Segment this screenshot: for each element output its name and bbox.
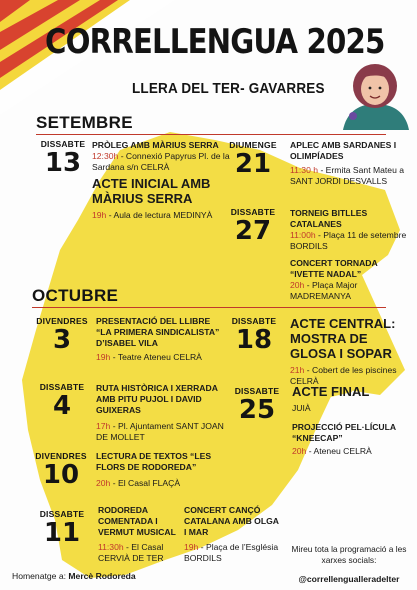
event-title: PRÒLEG AMB MÀRIUS SERRA <box>92 140 219 150</box>
month-divider <box>36 134 386 135</box>
event-place: - Ermita Sant Mateu a SANT JORDI DESVALLS <box>290 165 405 186</box>
social-text: Mireu tota la programació a les xarxes socials: <box>291 544 407 565</box>
event-title: TORNEIG BITLLES CATALANES <box>290 208 368 229</box>
event-details <box>96 316 228 363</box>
poster-subtitle: LLERA DEL TER- GAVARRES <box>132 80 325 97</box>
event-title: CONCERT TORNADA “IVETTE NADAL” <box>290 258 378 279</box>
event-details <box>184 505 280 564</box>
event-title: ACTE FINAL <box>292 384 370 399</box>
event-date <box>226 140 280 178</box>
event-time: 20h <box>96 478 111 488</box>
poster-title: CORRELLENGUA 2025 <box>45 22 385 62</box>
day-number: 4 <box>52 391 72 421</box>
event-time: 19h <box>96 352 111 362</box>
event-date <box>32 451 90 489</box>
event-place: - Cobert de les piscines CELRÀ <box>290 365 397 386</box>
social-note <box>284 544 414 585</box>
month-divider <box>32 307 386 308</box>
event-time: 12:30h <box>92 151 119 161</box>
day-number: 27 <box>234 216 272 246</box>
event-place: - Plaça de l’Església BORDILS <box>184 542 279 563</box>
event-details <box>96 451 228 489</box>
event-details <box>290 140 408 187</box>
event-time: 21h <box>290 365 305 375</box>
tribute-label: Homenatge a: <box>12 571 66 581</box>
day-number: 3 <box>52 325 72 355</box>
event-time: 19h <box>184 542 199 552</box>
social-handle-link[interactable]: @correllengualleradelter <box>298 574 400 584</box>
weekday-label: DIUMENGE <box>229 140 277 150</box>
event-date <box>36 139 90 177</box>
tribute-name: Mercè Rodoreda <box>68 571 136 581</box>
weekday-label: DISSABTE <box>231 316 277 326</box>
event-place: - El Casal FLAÇÀ <box>112 478 181 488</box>
event-details <box>292 384 410 457</box>
weekday-label: DISSABTE <box>230 207 276 217</box>
event-title: CONCERT CANÇÓ CATALANA AMB OLGA I MAR <box>184 505 279 537</box>
weekday-label: DIVENDRES <box>36 316 88 326</box>
event-title: APLEC AMB SARDANES I OLIMPÍADES <box>290 140 397 161</box>
weekday-label: DISSABTE <box>39 382 85 392</box>
event-time: 11:00h <box>290 230 316 240</box>
event-details <box>290 208 408 302</box>
event-date <box>34 382 90 420</box>
event-title: PROJECCIÓ PEL·LÍCULA “KNEECAP” <box>292 422 396 443</box>
event-time: 20h <box>290 280 305 290</box>
event-title: PRESENTACIÓ DEL LLIBRE “LA PRIMERA SINDICALISTA” D’ISABEL VILA <box>96 316 220 348</box>
event-details <box>92 140 232 221</box>
day-number: 11 <box>43 518 81 548</box>
event-place: - Teatre Ateneu CELRÀ <box>112 352 202 362</box>
day-number: 18 <box>235 325 273 355</box>
event-place: - Plaça 11 de setembre BORDILS <box>290 230 407 251</box>
event-place: - Pl. Ajuntament SANT JOAN DE MOLLET <box>96 421 224 442</box>
month-heading-september: SETEMBRE <box>36 113 133 132</box>
event-date <box>228 386 286 424</box>
day-number: 25 <box>238 395 276 425</box>
event-place: - El Casal CERVIÀ DE TER <box>98 542 164 563</box>
event-date <box>226 207 280 245</box>
event-place: JUIÀ <box>292 403 311 413</box>
event-time: 20h <box>292 446 307 456</box>
weekday-label: DISSABTE <box>40 139 86 149</box>
event-date <box>34 509 90 547</box>
event-date <box>34 316 90 354</box>
event-title: RUTA HISTÒRICA I XERRADA AMB PITU PUJOL I DAVID GUIXERAS <box>96 383 218 415</box>
event-details <box>290 316 408 387</box>
event-title: LECTURA DE TEXTOS “LES FLORS DE RODOREDA” <box>96 451 212 472</box>
event-date <box>228 316 280 354</box>
event-place: - Aula de lectura MEDINYÀ <box>108 210 213 220</box>
event-place: - Ateneu CELRÀ <box>308 446 372 456</box>
portrait-illustration <box>337 58 413 130</box>
event-title: RODOREDA COMENTADA I VERMUT MUSICAL <box>98 505 176 537</box>
weekday-label: DISSABTE <box>234 386 280 396</box>
event-place: - Plaça Major MADREMANYA <box>290 280 358 301</box>
event-time: 11:30h <box>98 542 124 552</box>
tribute-note <box>12 571 136 581</box>
event-details <box>96 383 228 443</box>
month-heading-october: OCTUBRE <box>32 286 119 305</box>
day-number: 10 <box>42 460 80 490</box>
event-details <box>98 505 182 564</box>
day-number: 13 <box>44 148 82 178</box>
weekday-label: DISSABTE <box>39 509 85 519</box>
event-time: 11:30 h <box>290 165 319 175</box>
event-place: - Connexió Papyrus Pl. de la Sardana s/n CELRÀ <box>92 151 230 172</box>
event-title: ACTE INICIAL AMB MÀRIUS SERRA <box>92 176 211 206</box>
event-title: ACTE CENTRAL: MOSTRA DE GLOSA I SOPAR <box>290 316 396 361</box>
event-time: 17h <box>96 421 111 431</box>
weekday-label: DIVENDRES <box>35 451 87 461</box>
event-time: 19h <box>92 210 107 220</box>
day-number: 21 <box>234 149 272 179</box>
